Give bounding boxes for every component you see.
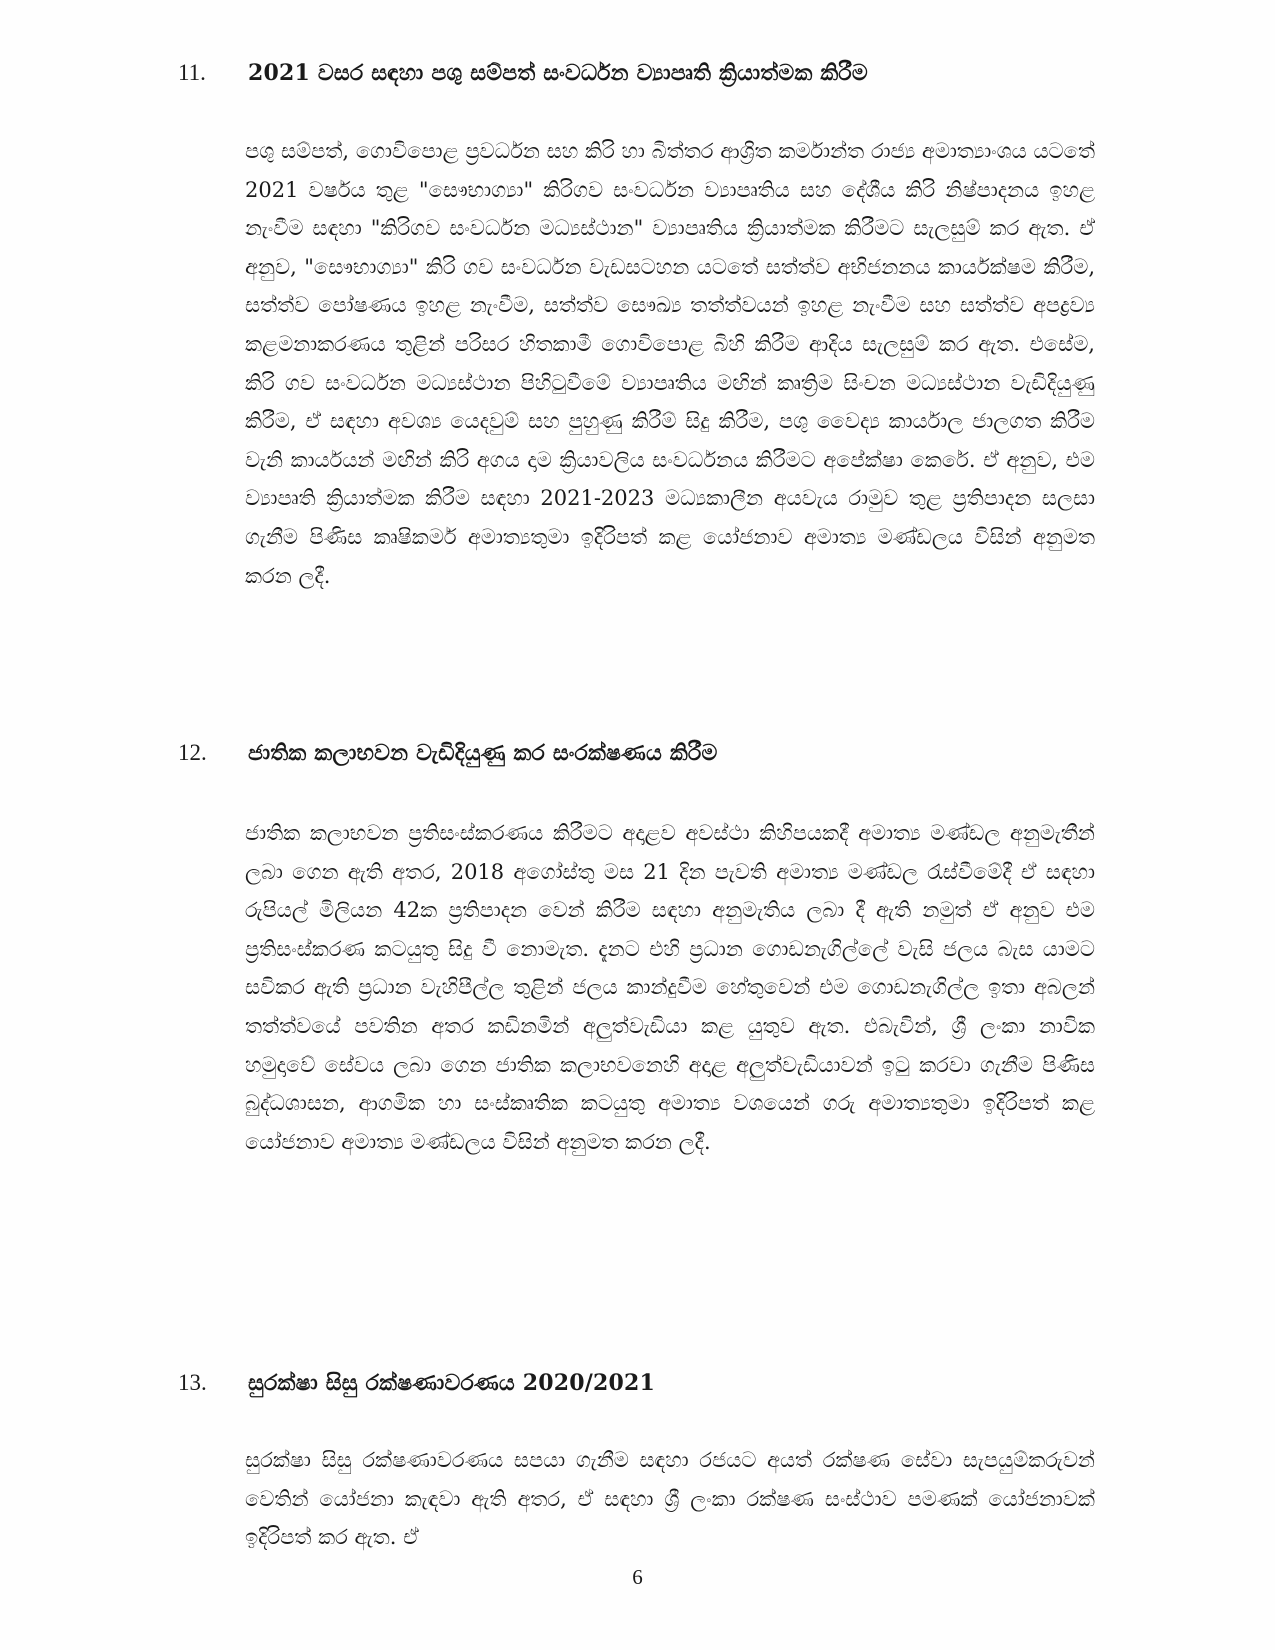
section-number: 13. bbox=[178, 1370, 207, 1395]
page-number: 6 bbox=[632, 1565, 643, 1589]
section-number: 12. bbox=[178, 740, 207, 765]
section-12-heading bbox=[178, 740, 718, 766]
paragraph: ජාතික කලාභවන ප්‍රතිසංස්කරණය කිරීමට අදාළව අවස්ථා කිහිපයකදී අමාත්‍ය මණ්ඩල අනුමැතීන් ලබා ගෙන ඇති අතර, 2018 අගෝස්තු මස 21 දින පැවති අමාත්‍ය මණ්ඩල රැස්වීමේදී ඒ සඳහා රුපියල් මිලියන 42ක ප්‍රතිපාදන වෙන් කිරීම සඳහා අනුමැතිය ලබා දී ඇති නමුත් ඒ අනුව එම ප්‍රතිසංස්කරණ කටයුතු සිදු වී නොමැත. දැනට එහි ප්‍රධාන ගොඩනැගිල්ලේ වැසි ජලය බැස යාමට සවිකර ඇති ප්‍රධාන වැහිපීල්ල තුළින් ජලය කාන්දුවීම හේතුවෙන් එම ගොඩනැගිල්ල ඉතා අබලන් තත්ත්වයේ පවතින අතර කඩිනමින් අලුත්වැඩියා කළ යුතුව ඇත. එබැවින්, ශ්‍රී ලංකා නාවික හමුදාවේ සේවය ලබා ගෙන ජාතික කලාභවනෙහි අදාළ අලුත්වැඩියාවන් ඉටු කරවා ගැනීම පිණිස බුද්ධශාසන, ආගමික හා සංස්කෘතික කටයුතු අමාත්‍ය වශයෙන් ගරු අමාත්‍යතුමා ඉදිරිපත් කළ යෝජනාව අමාත්‍ය මණ්ඩලය විසින් අනුමත කරන ලදී. bbox=[245, 821, 1095, 1154]
paragraph: සුරක්ෂා සිසු රක්ෂණාවරණය සපයා ගැනීම සඳහා රජයට අයත් රක්ෂණ සේවා සැපයුම්කරුවන් වෙතින් යෝජනා කැඳවා ඇති අතර, ඒ සඳහා ශ්‍රී ලංකා රක්ෂණ සංස්ථාව පමණක් යෝජනාවක් ඉදිරිපත් කර ඇත. ඒ bbox=[245, 1448, 1095, 1550]
section-title: සුරක්ෂා සිසු රක්ෂණාවරණය 2020/2021 bbox=[248, 1370, 656, 1396]
section-11-body bbox=[245, 132, 1095, 595]
section-12-body bbox=[245, 814, 1095, 1161]
section-number: 11. bbox=[178, 60, 206, 85]
paragraph: පශු සම්පත්, ගොවිපොළ ප්‍රවර්ධන සහ කිරි හා බිත්තර ආශ්‍රිත කර්මාන්ත රාජ්‍ය අමාත්‍යාංශය යටතේ 2021 වර්ෂය තුළ "සෞභාග්‍යා" කිරිගව සංවර්ධන ව්‍යාපෘතිය සහ දේශීය කිරි නිෂ්පාදනය ඉහළ නැංවීම සඳහා "කිරිගව සංවර්ධන මධ්‍යස්ථාන" ව්‍යාපෘතිය ක්‍රියාත්මක කිරීමට සැලසුම් කර ඇත. ඒ අනුව, "සෞභාග්‍යා" කිරි ගව සංවර්ධන වැඩසටහන යටතේ සත්ත්ව අභිජනනය කාර්යක්ෂම කිරීම, සත්ත්ව පෝෂණය ඉහළ නැංවීම, සත්ත්ව සෞඛ්‍ය තත්ත්වයන් ඉහළ නැංවීම සහ සත්ත්ව අපද්‍රව්‍ය කළමනාකරණය තුළින් පරිසර හිතකාමී ගොවිපොළ බිහි කිරීම ආදිය සැලසුම් කර ඇත. එසේම, කිරි ගව සංවර්ධන මධ්‍යස්ථාන පිහිටුවීමේ ව්‍යාපෘතිය මඟින් කෘත්‍රිම සිංචන මධ්‍යස්ථාන වැඩිදියුණු කිරීම, ඒ සඳහා අවශ්‍ය යෙදවුම් සහ පුහුණු කිරීම් සිදු කිරීම, පශු වෛද්‍ය කාර්යාල ජාලගත කිරීම වැනි කාර්යයන් මඟින් කිරි අගය දාම ක්‍රියාවලිය සංවර්ධනය කිරීමට අපේක්ෂා කෙරේ. ඒ අනුව, එම ව්‍යාපෘති ක්‍රියාත්මක කිරීම සඳහා 2021-2023 මධ්‍යකාලීන අයවැය රාමුව තුළ ප්‍රතිපාදන සලසා ගැනීම පිණිස කෘෂිකර්ම අමාත්‍යතුමා ඉදිරිපත් කළ යෝජනාව අමාත්‍ය මණ්ඩලය විසින් අනුමත කරන ලදී. bbox=[245, 139, 1095, 588]
section-13-heading bbox=[178, 1370, 655, 1396]
section-13-body bbox=[245, 1441, 1095, 1557]
section-title: 2021 වසර සඳහා පශු සම්පත් සංවර්ධන ව්‍යාපෘති ක්‍රියාත්මක කිරීම bbox=[248, 60, 868, 86]
section-title: ජාතික කලාභවන වැඩිදියුණු කර සංරක්ෂණය කිරීම bbox=[248, 740, 718, 766]
section-11-heading bbox=[178, 60, 868, 86]
